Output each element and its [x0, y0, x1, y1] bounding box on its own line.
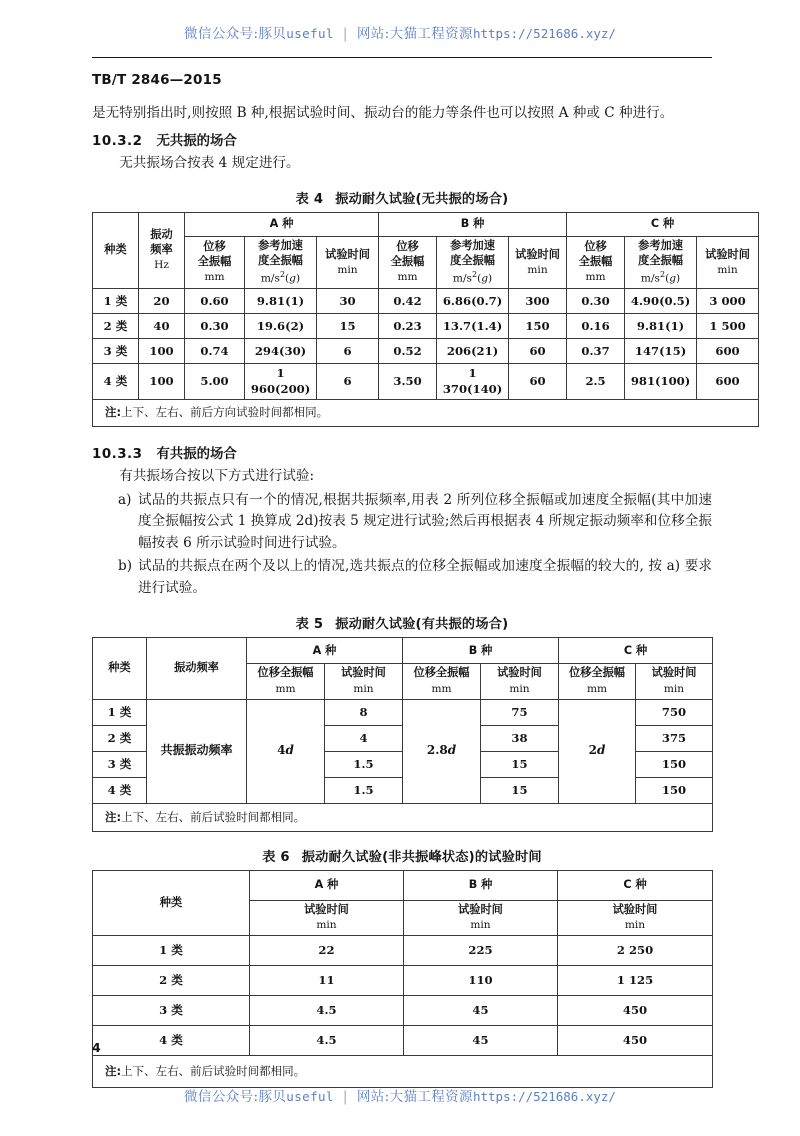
table4-note-label: 注: [105, 405, 122, 420]
table6-caption-number: 表 6 [262, 849, 290, 865]
list-item [92, 556, 712, 600]
table6-caption [92, 846, 712, 865]
table6-a-time: 试验时间 min [250, 900, 404, 935]
table4-r1-b-disp: 0.23 [379, 314, 437, 339]
table4-r2-kind: 3 类 [93, 339, 139, 364]
list-item-marker: a) [118, 491, 132, 508]
watermark-separator: | [342, 1089, 348, 1105]
table4-r3-a-time: 6 [317, 364, 379, 399]
table5-group-b: B 种 [403, 638, 559, 664]
table4-r2-freq: 100 [139, 339, 185, 364]
table6-r0-b-time: 225 [404, 936, 558, 966]
table-row [93, 364, 759, 399]
watermark-wechat-name-en: useful [286, 1089, 334, 1104]
table4-r1-a-disp: 0.30 [185, 314, 245, 339]
table5-r1-b-time: 38 [481, 725, 559, 751]
running-head-standard-number: TB/T 2846—2015 [92, 72, 222, 88]
table5-vibration-endurance-with-resonance [92, 637, 713, 831]
table4-col-kind: 种类 [93, 213, 139, 289]
watermark-wechat-label: 微信公众号: [184, 26, 259, 42]
table5-r2-b-time: 15 [481, 751, 559, 777]
table5-r2-kind: 3 类 [93, 751, 147, 777]
table4-r1-a-time: 15 [317, 314, 379, 339]
table-row [93, 289, 759, 314]
table4-group-b: B 种 [379, 213, 567, 237]
table4-r1-kind: 2 类 [93, 314, 139, 339]
table4-r0-a-accel: 9.81(1) [245, 289, 317, 314]
table4-note [93, 399, 759, 426]
table4-r3-b-time: 60 [509, 364, 567, 399]
table4-r3-b-disp: 3.50 [379, 364, 437, 399]
table4-r3-c-accel: 981(100) [625, 364, 697, 399]
page-number: 4 [92, 1040, 101, 1055]
watermark-top [0, 22, 800, 42]
table-row [93, 314, 759, 339]
table4-a-displacement: 位移 全振幅 mm [185, 237, 245, 289]
table5-c-displacement-value: 2d [559, 699, 636, 803]
table4-a-acceleration: 参考加速 度全振幅 $m/s^2(g)$ [245, 237, 317, 289]
table5-a-displacement: 位移全振幅 mm [247, 664, 325, 699]
table5-note-row [93, 803, 713, 831]
table4-c-time: 试验时间 min [697, 237, 759, 289]
table6-group-b: B 种 [404, 870, 558, 900]
table6-note-row [93, 1056, 713, 1088]
list-item-text: 试品的共振点在两个及以上的情况,选共振点的位移全振幅或加速度全振幅的较大的, 按 a) 要求进行试验。 [138, 557, 712, 596]
table6-r1-b-time: 110 [404, 966, 558, 996]
table5-r2-a-time: 1.5 [325, 751, 403, 777]
watermark-site-name: 大猫工程资源 [389, 26, 473, 42]
table4-r0-freq: 20 [139, 289, 185, 314]
lead-paragraph: 是无特别指出时,则按照 B 种,根据试验时间、振动台的能力等条件也可以按照 A 种或 C 种进行。 [92, 105, 674, 121]
main-content [92, 102, 750, 1088]
table4-r0-c-disp: 0.30 [567, 289, 625, 314]
table-row [93, 699, 713, 725]
table4-b-time: 试验时间 min [509, 237, 567, 289]
table4-r1-c-disp: 0.16 [567, 314, 625, 339]
watermark-wechat-name-cn: 豚贝 [258, 1089, 287, 1105]
table6-r2-b-time: 45 [404, 996, 558, 1026]
table4-caption-text: 振动耐久试验(无共振的场合) [335, 192, 509, 208]
table5-r0-c-time: 750 [636, 699, 713, 725]
table5-group-a: A 种 [247, 638, 403, 664]
table4-header-row-subcols [93, 237, 759, 289]
clause-10-3-3-text: 有共振场合按以下方式进行试验: [119, 467, 315, 484]
table4-r0-b-disp: 0.42 [379, 289, 437, 314]
table4-r2-b-accel: 206(21) [437, 339, 509, 364]
table4-r1-c-time: 1 500 [697, 314, 759, 339]
watermark-separator: | [342, 26, 348, 42]
clause-heading-10-3-3 [92, 443, 712, 462]
list-item-marker: b) [118, 557, 133, 574]
table5-col-kind: 种类 [93, 638, 147, 699]
table4-r3-c-disp: 2.5 [567, 364, 625, 399]
table4-r0-a-disp: 0.60 [185, 289, 245, 314]
table5-r1-c-time: 375 [636, 725, 713, 751]
table5-note-label: 注: [105, 809, 122, 824]
table6-caption-text: 振动耐久试验(非共振峰状态)的试验时间 [301, 849, 542, 865]
table6-r3-kind: 4 类 [93, 1026, 250, 1056]
table4-caption-number: 表 4 [295, 192, 324, 208]
table-row [93, 936, 713, 966]
table6-header-row-groups [93, 870, 713, 900]
table6-r1-c-time: 1 125 [558, 966, 713, 996]
table4-group-c: C 种 [567, 213, 759, 237]
table5-b-displacement-value: 2.8d [403, 699, 481, 803]
table5-group-c: C 种 [559, 638, 713, 664]
table6-b-time: 试验时间 min [404, 900, 558, 935]
table4-r2-a-time: 6 [317, 339, 379, 364]
table5-r3-a-time: 1.5 [325, 777, 403, 803]
table4-r2-b-disp: 0.52 [379, 339, 437, 364]
table5-caption-text: 振动耐久试验(有共振的场合) [335, 617, 509, 633]
table5-r3-b-time: 15 [481, 777, 559, 803]
watermark-site-name: 大猫工程资源 [389, 1089, 473, 1105]
table4-r0-b-accel: 6.86(0.7) [437, 289, 509, 314]
watermark-wechat-name-cn: 豚贝 [258, 26, 287, 42]
table5-r0-b-time: 75 [481, 699, 559, 725]
table5-r1-kind: 2 类 [93, 725, 147, 751]
table6-r1-a-time: 11 [250, 966, 404, 996]
table4-r3-freq: 100 [139, 364, 185, 399]
table4-r0-kind: 1 类 [93, 289, 139, 314]
table6-col-kind: 种类 [93, 870, 250, 935]
watermark-site-label: 网站: [356, 26, 390, 42]
table6-r3-c-time: 450 [558, 1026, 713, 1056]
table5-resonance-frequency: 共振振动频率 [147, 699, 247, 803]
table4-r2-a-disp: 0.74 [185, 339, 245, 364]
header-rule [92, 57, 712, 58]
table-row [93, 996, 713, 1026]
watermark-url: https://521686.xyz/ [472, 26, 616, 41]
table6-group-a: A 种 [250, 870, 404, 900]
table4-r1-a-accel: 19.6(2) [245, 314, 317, 339]
table5-caption-number: 表 5 [295, 617, 324, 633]
table5-r3-kind: 4 类 [93, 777, 147, 803]
table5-note-text: 上下、左右、前后试验时间都相同。 [121, 809, 306, 824]
table6-r1-kind: 2 类 [93, 966, 250, 996]
list-item-text: 试品的共振点只有一个的情况,根据共振频率,用表 2 所列位移全振幅或加速度全振幅(其中加速度全振幅按公式 1 换算成 2d)按表 5 规定进行试验;然后再根据表 4 所规定振动频率和位移全振幅按表 6 所示试验时间进行试验。 [138, 491, 712, 552]
table5-r3-c-time: 150 [636, 777, 713, 803]
table4-r3-a-accel: 1 960(200) [245, 364, 317, 399]
table4-group-a: A 种 [185, 213, 379, 237]
table4-note-row [93, 399, 759, 426]
table4-r1-c-accel: 9.81(1) [625, 314, 697, 339]
clause-title: 有共振的场合 [156, 446, 237, 462]
table4-caption [92, 188, 712, 207]
table6-r0-a-time: 22 [250, 936, 404, 966]
watermark-wechat-name-en: useful [286, 26, 334, 41]
table6-c-time: 试验时间 min [558, 900, 713, 935]
table5-c-time: 试验时间 min [636, 664, 713, 699]
table6-r2-c-time: 450 [558, 996, 713, 1026]
table5-note [93, 803, 713, 831]
table4-r3-a-disp: 5.00 [185, 364, 245, 399]
table4-b-displacement: 位移 全振幅 mm [379, 237, 437, 289]
clause-number: 10.3.2 [92, 134, 143, 150]
table6-r0-c-time: 2 250 [558, 936, 713, 966]
table4-c-acceleration: 参考加速 度全振幅 $m/s^2(g)$ [625, 237, 697, 289]
table4-r0-c-accel: 4.90(0.5) [625, 289, 697, 314]
table4-r1-b-accel: 13.7(1.4) [437, 314, 509, 339]
watermark-bottom [0, 1085, 800, 1105]
table6-note-text: 上下、左右、前后试验时间都相同。 [121, 1064, 306, 1079]
watermark-wechat-label: 微信公众号: [184, 1089, 259, 1105]
table-row [93, 1026, 713, 1056]
table4-r2-c-time: 600 [697, 339, 759, 364]
table6-note [93, 1056, 713, 1088]
clause-title: 无共振的场合 [156, 134, 237, 150]
clause-number: 10.3.3 [92, 446, 143, 462]
clause-heading-10-3-2 [92, 130, 712, 149]
table6-vibration-endurance-non-peak-times [92, 870, 713, 1088]
table4-vibration-endurance-no-resonance [92, 212, 759, 427]
table4-a-time: 试验时间 min [317, 237, 379, 289]
table4-col-frequency: 振动 频率 Hz [139, 213, 185, 289]
table5-caption [92, 613, 712, 632]
clause-10-3-2-text: 无共振场合按表 4 规定进行。 [119, 155, 300, 172]
watermark-url: https://521686.xyz/ [472, 1089, 616, 1104]
table5-r2-c-time: 150 [636, 751, 713, 777]
table4-r0-b-time: 300 [509, 289, 567, 314]
table4-r0-a-time: 30 [317, 289, 379, 314]
table6-r0-kind: 1 类 [93, 936, 250, 966]
table5-c-displacement: 位移全振幅 mm [559, 664, 636, 699]
table4-r2-a-accel: 294(30) [245, 339, 317, 364]
table4-c-displacement: 位移 全振幅 mm [567, 237, 625, 289]
table5-r0-kind: 1 类 [93, 699, 147, 725]
table6-group-c: C 种 [558, 870, 713, 900]
watermark-site-label: 网站: [356, 1089, 390, 1105]
table-row [93, 339, 759, 364]
table4-r3-b-accel: 1 370(140) [437, 364, 509, 399]
table5-header-row-groups [93, 638, 713, 664]
table4-r2-c-accel: 147(15) [625, 339, 697, 364]
table4-r1-freq: 40 [139, 314, 185, 339]
table6-r2-a-time: 4.5 [250, 996, 404, 1026]
table4-r0-c-time: 3 000 [697, 289, 759, 314]
table5-r0-a-time: 8 [325, 699, 403, 725]
table5-b-time: 试验时间 min [481, 664, 559, 699]
table6-r3-a-time: 4.5 [250, 1026, 404, 1056]
table6-r2-kind: 3 类 [93, 996, 250, 1026]
table5-a-displacement-value: 4d [247, 699, 325, 803]
list-item [92, 490, 712, 555]
table4-r3-kind: 4 类 [93, 364, 139, 399]
table4-header-row-groups [93, 213, 759, 237]
table4-r3-c-time: 600 [697, 364, 759, 399]
table4-r2-b-time: 60 [509, 339, 567, 364]
table-row [93, 966, 713, 996]
table5-r1-a-time: 4 [325, 725, 403, 751]
clause-10-3-3-list [92, 490, 712, 600]
table4-col-frequency-unit: Hz [154, 259, 169, 272]
table5-col-frequency: 振动频率 [147, 638, 247, 699]
table4-b-acceleration: 参考加速 度全振幅 $m/s^2(g)$ [437, 237, 509, 289]
table4-r1-b-time: 150 [509, 314, 567, 339]
table5-b-displacement: 位移全振幅 mm [403, 664, 481, 699]
table6-r3-b-time: 45 [404, 1026, 558, 1056]
table5-a-time: 试验时间 min [325, 664, 403, 699]
table4-note-text: 上下、左右、前后方向试验时间都相同。 [121, 405, 329, 420]
table6-note-label: 注: [105, 1064, 122, 1079]
table4-r2-c-disp: 0.37 [567, 339, 625, 364]
